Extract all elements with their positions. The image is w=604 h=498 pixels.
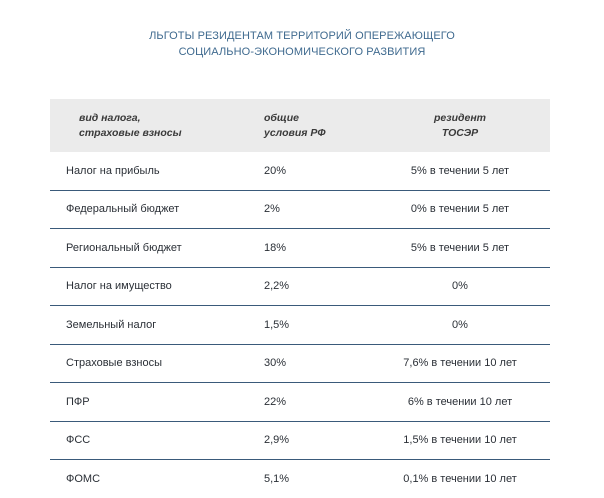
cell-general-rate: 18% xyxy=(264,241,287,254)
table-row xyxy=(50,191,550,230)
cell-general-rate: 22% xyxy=(264,395,287,408)
header-general-conditions xyxy=(264,111,326,141)
cell-tax-type: Налог на прибыль xyxy=(66,164,160,177)
cell-resident-rate: 0,1% в течении 10 лет xyxy=(403,473,517,486)
cell-general-rate: 2% xyxy=(264,203,280,216)
cell-general-rate: 2,2% xyxy=(264,280,290,293)
cell-general-rate: 5,1% xyxy=(264,473,290,486)
header-general-conditions-line-2: условия РФ xyxy=(264,127,326,139)
header-general-conditions-line-1: общие xyxy=(264,112,299,124)
page-title xyxy=(0,29,604,60)
table-row xyxy=(50,152,550,191)
table-row xyxy=(50,383,550,422)
table-row xyxy=(50,268,550,307)
cell-general-rate: 20% xyxy=(264,164,287,177)
cell-tax-type: ФСС xyxy=(66,434,91,447)
cell-resident-rate: 1,5% в течении 10 лет xyxy=(403,434,517,447)
header-resident-line-1: резидент xyxy=(433,112,487,124)
cell-resident-rate: 6% в течении 10 лет xyxy=(407,395,513,408)
cell-tax-type: Региональный бюджет xyxy=(66,241,182,254)
header-tax-type-line-1: вид налога, xyxy=(79,112,141,124)
table-row xyxy=(50,229,550,268)
header-tax-type-line-2: страховые взносы xyxy=(79,127,182,139)
table-row xyxy=(50,306,550,345)
cell-tax-type: ПФР xyxy=(66,395,90,408)
cell-tax-type: Налог на имущество xyxy=(66,280,172,293)
cell-general-rate: 2,9% xyxy=(264,434,290,447)
table-header xyxy=(50,99,550,152)
cell-general-rate: 30% xyxy=(264,357,287,370)
cell-resident-rate: 7,6% в течении 10 лет xyxy=(403,357,517,370)
cell-tax-type: Страховые взносы xyxy=(66,357,162,370)
table-row xyxy=(50,345,550,384)
header-resident xyxy=(405,111,515,141)
table-row xyxy=(50,422,550,461)
header-tax-type xyxy=(79,111,182,141)
cell-resident-rate: 0% xyxy=(452,318,468,331)
cell-resident-rate: 0% xyxy=(452,280,468,293)
cell-resident-rate: 5% в течении 5 лет xyxy=(410,164,510,177)
cell-tax-type: ФОМС xyxy=(66,473,101,486)
title-line-1: ЛЬГОТЫ РЕЗИДЕНТАМ ТЕРРИТОРИЙ ОПЕРЕЖАЮЩЕГО xyxy=(149,30,455,42)
table-row xyxy=(50,460,550,498)
header-resident-line-2: ТОСЭР xyxy=(441,127,479,139)
cell-tax-type: Федеральный бюджет xyxy=(66,203,180,216)
cell-general-rate: 1,5% xyxy=(264,318,290,331)
tax-benefits-table xyxy=(50,99,550,498)
cell-resident-rate: 0% в течении 5 лет xyxy=(410,203,510,216)
cell-tax-type: Земельный налог xyxy=(66,318,157,331)
cell-resident-rate: 5% в течении 5 лет xyxy=(410,241,510,254)
title-line-2: СОЦИАЛЬНО-ЭКОНОМИЧЕСКОГО РАЗВИТИЯ xyxy=(178,45,426,58)
